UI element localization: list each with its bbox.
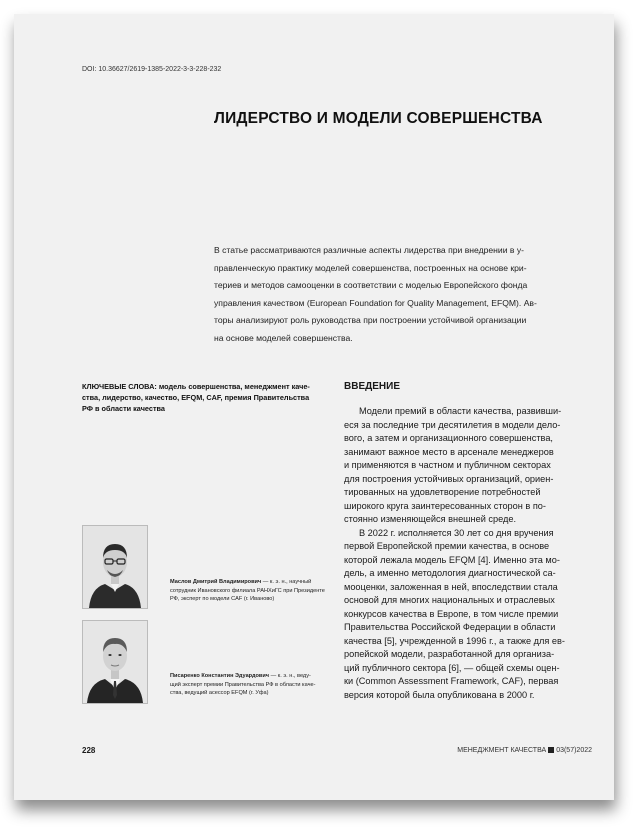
text-line: которой лежала модель EFQM [4]. Именно эта мо- [344,554,560,565]
author-photo-2 [82,620,148,704]
text-line: ропейской модели, разработанной для организа- [344,649,555,659]
text-line: ций публичного сектора [6], — общей схемы оцен- [344,662,560,673]
journal-issue: 03(57)2022 [556,747,592,754]
text-line: для построения устойчивых организаций, ориен- [344,473,554,484]
doi-label: DOI: 10.36627/2619-1385-2022-3-3-228-232 [82,66,222,73]
text-line: мооценки, заложенная в ней, впоследствии стала [344,581,558,592]
abstract-line: В статье рассматриваются различные аспекты лидерства при внедрении в у- [214,245,525,255]
journal-name: МЕНЕДЖМЕНТ КАЧЕСТВА [457,747,547,754]
keywords-line: КЛЮЧЕВЫЕ СЛОВА: модель совершенства, менеджмент каче- [82,382,310,391]
text-line: стоянно изменяющейся внешней среде. [344,514,517,524]
author-2-info [170,672,330,698]
article-title: ЛИДЕРСТВО И МОДЕЛИ СОВЕРШЕНСТВА [214,110,543,127]
abstract-line: правленческую практику моделей совершенства, построенных на основе кри- [214,262,527,273]
abstract-line: управления качеством (European Foundation for Quality Management, EFQM). Ав- [214,297,537,308]
author-1-name: Маслов Дмитрий Владимирович [170,579,262,585]
text-line: В 2022 г. исполняется 30 лет со дня вручения [359,527,554,538]
author-2-bio-line: ства, ведущий асессор EFQM (г. Уфа) [170,690,269,696]
author-1-bio-line: РФ, эксперт по модели CAF (г. Иваново) [170,596,275,602]
text-line: конкурсов качества в Европе, в том числе премии [344,608,559,619]
text-line: Правительства Российской Федерации в области [344,622,556,632]
author-2-bio-line: — к. э. н., веду- [269,673,311,679]
text-line: качества [5], учрежденной в 1996 г., а также для ев- [344,635,565,646]
text-line: тированных на удовлетворение потребностей [344,487,541,497]
body-text [344,405,590,702]
author-1-info [170,578,330,604]
journal-page [14,14,614,800]
abstract-line: на основе моделей совершенства. [214,332,353,343]
text-line: вого, а затем и организационного совершенства, [344,433,553,443]
text-line: и применяются в частном и публичном секторах [344,460,551,470]
paragraph-2 [344,527,590,703]
abstract-line: торы анализируют роль руководства при построении устойчивой организации [214,315,527,326]
abstract-line: териев и методов самооценки в соответствии с моделью Европейского фонда [214,280,528,291]
author-1-bio-line: — к. э. н., научный [261,579,312,585]
section-title: ВВЕДЕНИЕ [344,381,400,392]
journal-footer [457,747,592,754]
square-separator-icon [548,747,554,753]
portrait-image [83,526,147,608]
text-line: первой Европейской премии качества, в основе [344,541,550,551]
portrait-image [83,621,147,703]
text-line: дель, а именно методология диагностической са- [344,568,556,578]
keywords [82,381,332,414]
author-2-name: Писаренко Константин Эдуардович [170,673,270,679]
keywords-line: ства, лидерство, качество, EFQM, CAF, премия Правительства [82,393,310,402]
text-line: ки (Common Assessment Framework, CAF), первая [344,676,559,686]
text-line: широкого круга заинтересованных сторон в по- [344,500,546,511]
text-line: Модели премий в области качества, развивши- [359,406,562,416]
text-line: основой для многих национальных и отраслевых [344,595,555,605]
author-2-bio-line: щий эксперт премии Правительства РФ в области каче- [170,681,316,688]
abstract [214,242,590,348]
keywords-line: РФ в области качества [82,404,165,413]
page-number: 228 [82,746,96,755]
text-line: занимают важное место в арсенале менеджеров [344,446,554,457]
paragraph-1 [344,405,590,527]
text-line: еся за последние три десятилетия в модели дело- [344,419,561,430]
text-line: версия которой была опубликована в 2000 г. [344,689,535,700]
author-photo-1 [82,525,148,609]
author-1-bio-line: сотрудник Ивановского филиала РАНХиГС при Президенте [170,587,325,594]
